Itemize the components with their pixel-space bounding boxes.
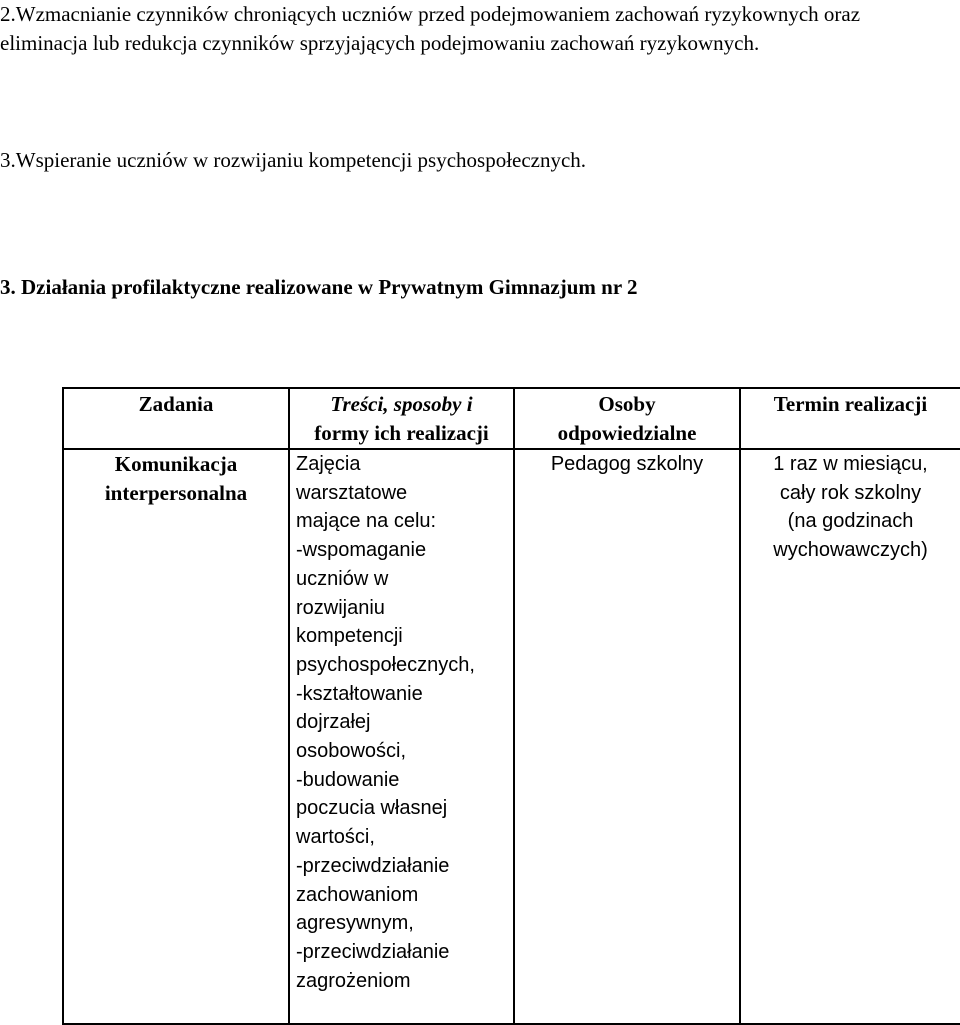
cell-task [63,449,289,1024]
content-line: psychospołecznych, [296,653,475,676]
content-line: -przeciwdziałanie [296,940,450,963]
table-header-row [63,388,960,449]
term-line: cały rok szkolny [779,481,922,504]
content-line: kompetencji [296,625,403,648]
task-line-2: interpersonalna [104,481,248,505]
content-line: zagrożeniom [296,969,411,992]
header-contents-line2: formy ich realizacji [314,421,489,445]
prevention-plan-table [62,387,960,1025]
content-line: agresywnym, [296,912,414,935]
content-line: -kształtowanie [296,682,423,705]
header-contents-line1: Treści, sposoby i [330,392,473,416]
intro-point-3: 3.Wspieranie uczniów w rozwijaniu kompetencji psychospołecznych. [0,148,587,172]
cell-content [289,449,514,1024]
header-term-label: Termin realizacji [773,392,928,416]
content-line: dojrzałej [296,711,371,734]
header-contents [289,388,514,449]
content-line: warsztatowe [296,481,408,504]
content-line: -wspomaganie [296,539,427,562]
table-row [63,449,960,1024]
content-line: Zajęcia [296,453,361,475]
content-line: mające na celu: [296,510,437,533]
header-persons-line1: Osoby [598,392,656,416]
content-line: -budowanie [296,768,400,791]
content-line: uczniów w [296,567,389,590]
cell-person [514,449,740,1024]
intro-block [0,0,880,58]
content-line: rozwijaniu [296,596,385,619]
term-line: 1 raz w miesiącu, [773,453,928,475]
content-line: wartości, [296,826,375,849]
header-persons-line2: odpowiedzialne [557,421,697,445]
header-tasks [63,388,289,449]
header-persons [514,388,740,449]
term-line: wychowawczych) [773,539,928,562]
header-term [740,388,960,449]
content-line: poczucia własnej [296,797,448,820]
task-line-1: Komunikacja [114,452,238,476]
term-line: (na godzinach [787,510,914,533]
person-text: Pedagog szkolny [550,453,704,475]
content-line: -przeciwdziałanie [296,854,450,877]
cell-term [740,449,960,1024]
content-line: osobowości, [296,740,407,763]
header-tasks-label: Zadania [138,392,214,416]
intro-point-2: 2.Wzmacnianie czynników chroniących uczniów przed podejmowaniem zachowań ryzykownych oraz eliminacja lub redukcja czynników sprzyjających podejmowaniu zachowań ryzykownych. [0,2,861,55]
content-line: zachowaniom [296,883,419,906]
section-heading: 3. Działania profilaktyczne realizowane w Prywatnym Gimnazjum nr 2 [0,275,638,299]
